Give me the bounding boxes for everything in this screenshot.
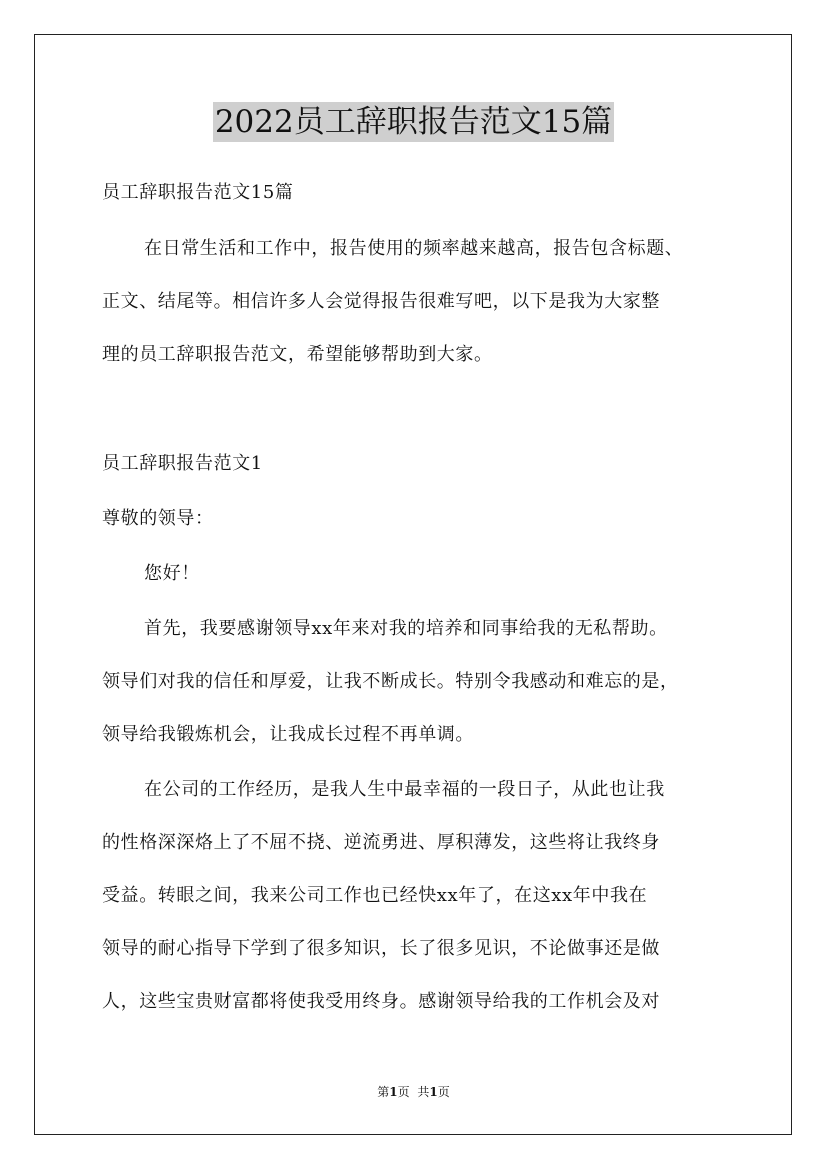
- total-pages: 1: [429, 1085, 438, 1099]
- section-heading: 员工辞职报告范文1: [102, 453, 263, 474]
- paragraph-line: 领导给我锻炼机会，让我成长过程不再单调。: [102, 724, 474, 745]
- paragraph-line: 领导的耐心指导下学到了很多知识，长了很多见识，不论做事还是做: [102, 938, 660, 959]
- total-suffix: 页: [437, 1085, 450, 1099]
- page-number: 1: [389, 1085, 398, 1099]
- page-suffix: 页: [397, 1085, 410, 1099]
- paragraph-line: 人，这些宝贵财富都将使我受用终身。感谢领导给我的工作机会及对: [102, 991, 660, 1012]
- paragraph-line: 在公司的工作经历，是我人生中最幸福的一段日子，从此也让我: [144, 779, 665, 800]
- page-prefix: 第: [377, 1085, 390, 1099]
- paragraph-line: 正文、结尾等。相信许多人会觉得报告很难写吧，以下是我为大家整: [102, 291, 660, 312]
- paragraph-line: 在日常生活和工作中，报告使用的频率越来越高，报告包含标题、: [144, 238, 684, 259]
- document-title: 2022员工辞职报告范文15篇: [214, 104, 613, 140]
- salutation: 尊敬的领导：: [102, 508, 214, 529]
- paragraph-line: 理的员工辞职报告范文，希望能够帮助到大家。: [102, 344, 493, 365]
- paragraph-line: 首先，我要感谢领导xx年来对我的培养和同事给我的无私帮助。: [144, 618, 668, 639]
- greeting: 您好！: [144, 563, 200, 584]
- title-block: [0, 102, 827, 142]
- paragraph-line: 受益。转眼之间，我来公司工作也已经快xx年了，在这xx年中我在: [102, 885, 648, 906]
- paragraph-line: 的性格深深烙上了不屈不挠、逆流勇进、厚积薄发，这些将让我终身: [102, 832, 660, 853]
- paragraph-line: 领导们对我的信任和厚爱，让我不断成长。特别令我感动和难忘的是，: [102, 671, 679, 692]
- subtitle-line: 员工辞职报告范文15篇: [102, 182, 294, 203]
- total-prefix: 共: [417, 1085, 430, 1099]
- page-footer: [0, 1084, 827, 1100]
